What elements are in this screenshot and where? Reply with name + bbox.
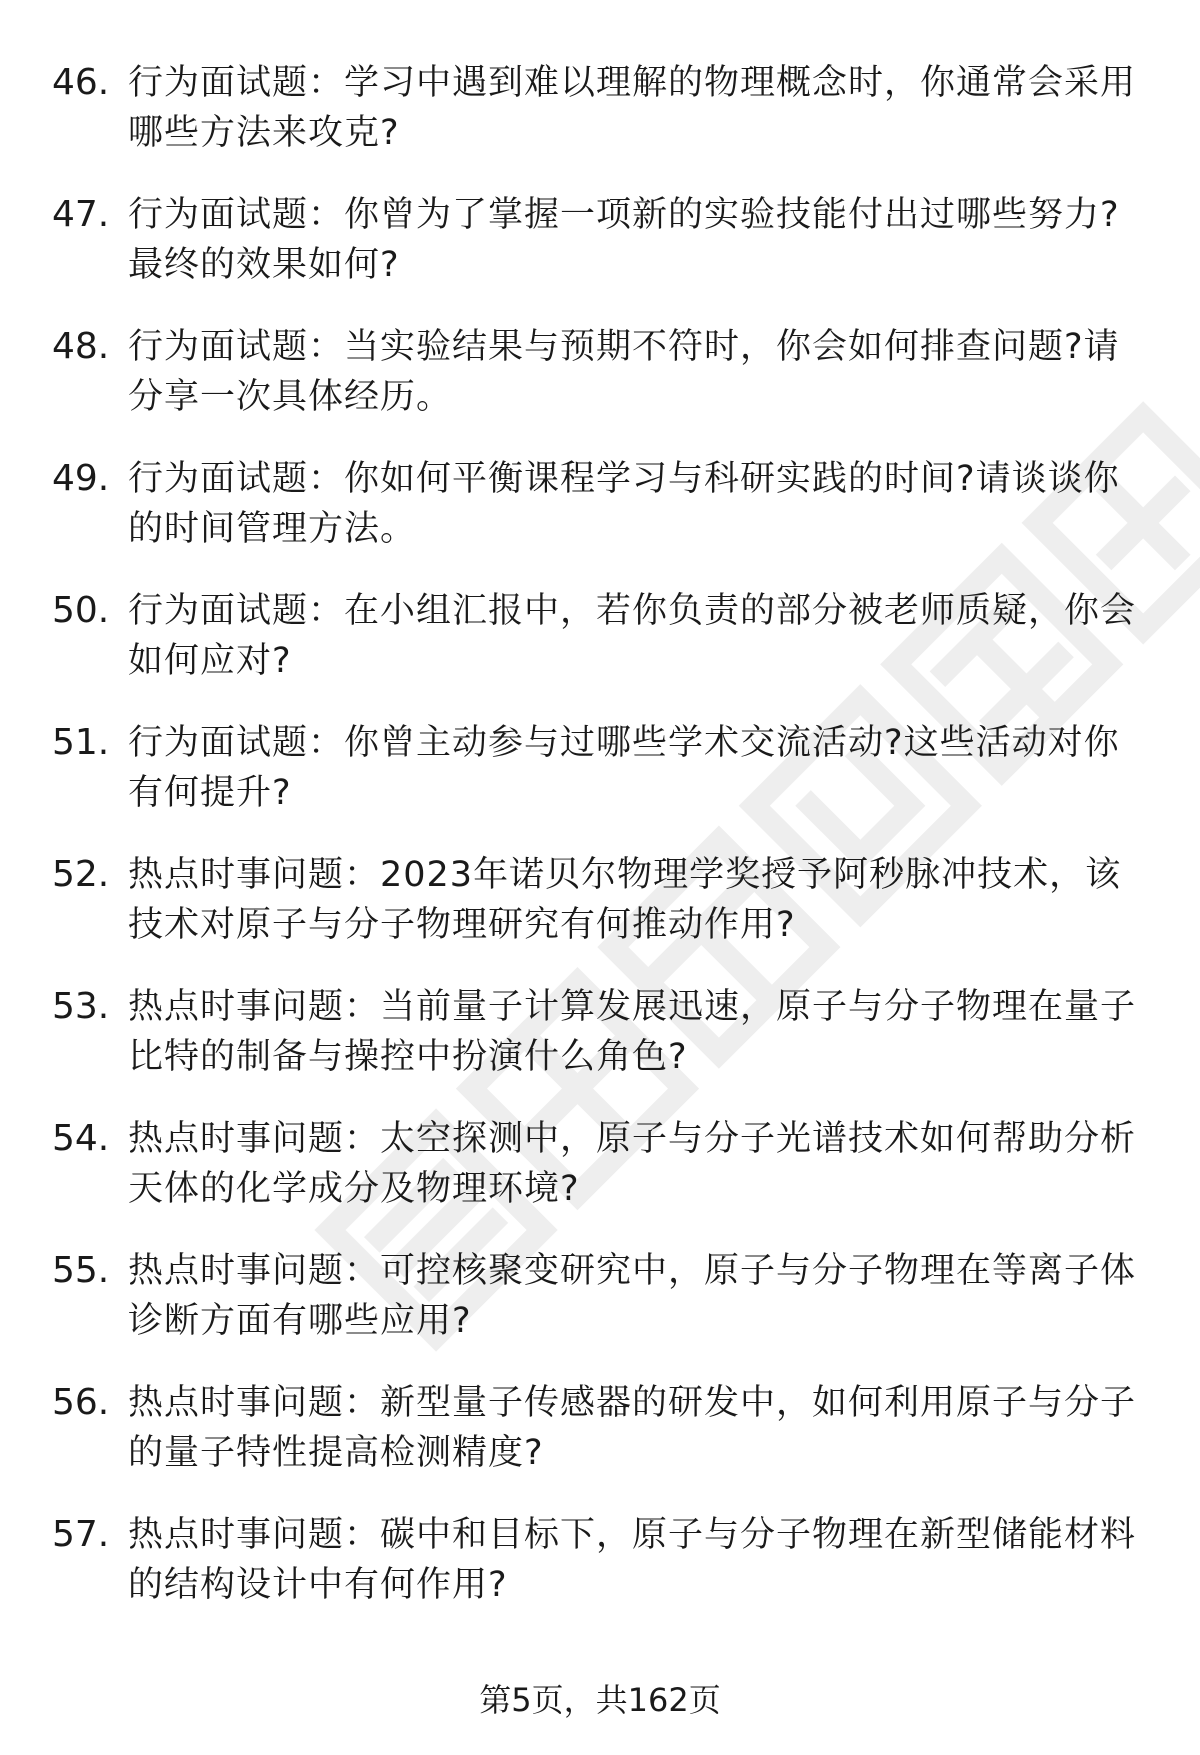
question-number: 46. xyxy=(52,62,110,103)
question-item xyxy=(52,454,1162,586)
question-text: 热点时事问题：2023年诺贝尔物理学奖授予阿秒脉冲技术，该技术对原子与分子物理研究有何推动作用? xyxy=(128,855,1122,945)
question-text: 行为面试题：在小组汇报中，若你负责的部分被老师质疑，你会如何应对? xyxy=(128,591,1137,681)
question-text: 热点时事问题：太空探测中，原子与分子光谱技术如何帮助分析天体的化学成分及物理环境? xyxy=(128,1119,1137,1209)
question-item xyxy=(52,982,1162,1114)
question-number: 57. xyxy=(52,1514,110,1555)
question-item xyxy=(52,586,1162,718)
question-list xyxy=(52,58,1162,1642)
question-number: 50. xyxy=(52,590,110,631)
question-text: 热点时事问题：新型量子传感器的研发中，如何利用原子与分子的量子特性提高检测精度? xyxy=(128,1383,1137,1473)
question-number: 54. xyxy=(52,1118,110,1159)
question-text: 行为面试题：你曾为了掌握一项新的实验技能付出过哪些努力?最终的效果如何? xyxy=(128,195,1120,285)
question-text: 行为面试题：当实验结果与预期不符时，你会如何排查问题?请分享一次具体经历。 xyxy=(128,327,1120,417)
question-text: 热点时事问题：可控核聚变研究中，原子与分子物理在等离子体诊断方面有哪些应用? xyxy=(128,1251,1137,1341)
question-number: 48. xyxy=(52,326,110,367)
question-item xyxy=(52,850,1162,982)
question-item xyxy=(52,190,1162,322)
question-number: 53. xyxy=(52,986,110,1027)
question-item xyxy=(52,1114,1162,1246)
question-text: 行为面试题：你如何平衡课程学习与科研实践的时间?请谈谈你的时间管理方法。 xyxy=(128,459,1120,549)
question-number: 49. xyxy=(52,458,110,499)
question-number: 52. xyxy=(52,854,110,895)
question-item xyxy=(52,58,1162,190)
question-number: 55. xyxy=(52,1250,110,1291)
question-text: 热点时事问题：当前量子计算发展迅速，原子与分子物理在量子比特的制备与操控中扮演什么角色? xyxy=(128,987,1137,1077)
question-text: 行为面试题：你曾主动参与过哪些学术交流活动?这些活动对你有何提升? xyxy=(128,723,1120,813)
question-item xyxy=(52,718,1162,850)
question-text: 热点时事问题：碳中和目标下，原子与分子物理在新型储能材料的结构设计中有何作用? xyxy=(128,1515,1137,1605)
question-number: 51. xyxy=(52,722,110,763)
question-item xyxy=(52,322,1162,454)
question-text: 行为面试题：学习中遇到难以理解的物理概念时，你通常会采用哪些方法来攻克? xyxy=(128,63,1137,153)
page-number-footer: 第5页，共162页 xyxy=(479,1681,721,1719)
question-number: 56. xyxy=(52,1382,110,1423)
question-item xyxy=(52,1378,1162,1510)
question-item xyxy=(52,1510,1162,1642)
question-number: 47. xyxy=(52,194,110,235)
question-item xyxy=(52,1246,1162,1378)
